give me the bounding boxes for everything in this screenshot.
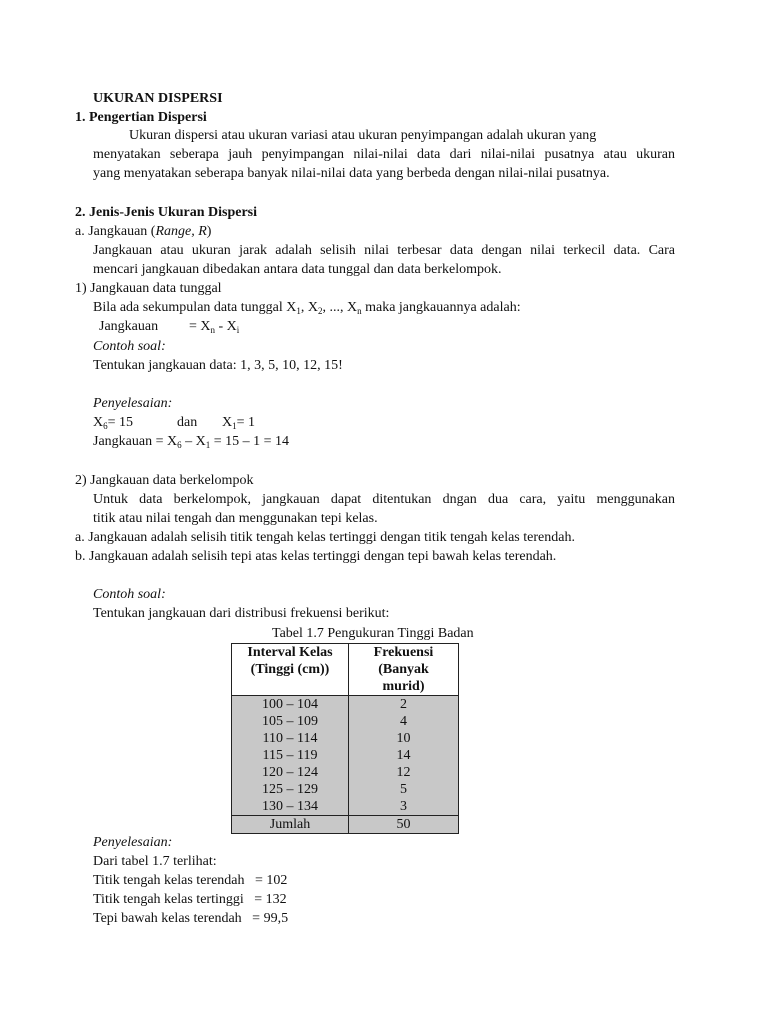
table-cell: 3 <box>400 799 407 814</box>
table-cell: 125 – 129 <box>262 782 318 797</box>
example-question-1: Tentukan jangkauan data: 1, 3, 5, 10, 12, 15! <box>93 358 343 373</box>
solution-1-line-1 <box>93 414 133 432</box>
header-text: Interval Kelas <box>247 645 333 660</box>
example-question-2: Tentukan jangkauan dari distribusi frekuensi berikut: <box>93 606 390 621</box>
frequency-table <box>231 643 459 834</box>
sol-part: Jangkauan = X <box>93 434 178 449</box>
subsection-2-item-a: a. Jangkauan adalah selisih titik tengah kelas tertinggi dengan titik tengah kelas terendah. <box>75 530 575 545</box>
solution-2-line-4: Tepi bawah kelas terendah = 99,5 <box>93 911 289 926</box>
header-text: (Tinggi (cm)) <box>250 662 330 677</box>
table-cell: 120 – 124 <box>262 765 318 780</box>
subscript: i <box>236 325 240 335</box>
subsection-2-para-line-2: titik atau nilai tengah dan menggunakan tepi kelas. <box>93 511 378 526</box>
example-label-2: Contoh soal: <box>93 587 166 602</box>
table-cell: 14 <box>396 748 411 763</box>
table-cell: 12 <box>396 765 411 780</box>
sol-part: X <box>93 415 104 430</box>
example-label-1: Contoh soal: <box>93 339 166 354</box>
table-cell: 110 – 114 <box>262 731 318 746</box>
section-2-heading: 2. Jenis-Jenis Ukuran Dispersi <box>75 205 258 220</box>
solution-1-line-2 <box>93 433 289 451</box>
section-1-para-line-3: yang menyatakan seberapa banyak nilai-nilai data yang berbeda dengan nilai-nilai pusatnya. <box>93 166 610 181</box>
solution-1-dan: dan <box>177 415 198 430</box>
table-cell: 10 <box>396 731 411 746</box>
subsection-1-intro <box>93 299 521 317</box>
total-value: 50 <box>349 816 459 834</box>
sol-part: = 15 <box>107 415 134 430</box>
table-cell: 105 – 109 <box>262 714 318 729</box>
intro-part: Bila ada sekumpulan data tunggal X <box>93 300 297 315</box>
frequency-column <box>349 696 459 816</box>
subsection-2-item-b: b. Jangkauan adalah selisih tepi atas kelas tertinggi dengan tepi bawah kelas terendah. <box>75 549 557 564</box>
section-1-para-line-1: Ukuran dispersi atau ukuran variasi atau ukuran penyimpangan adalah ukuran yang <box>129 128 597 143</box>
sol-part: X <box>222 415 233 430</box>
formula-part: = X <box>189 319 211 334</box>
header-text: (Banyak <box>378 662 429 677</box>
subscript: n <box>357 306 362 316</box>
formula-expression <box>189 318 239 336</box>
subsection-1-heading: 1) Jangkauan data tunggal <box>75 281 222 296</box>
table-body-row <box>232 696 459 816</box>
item-a-italic: Range, R <box>155 224 207 239</box>
table-total-row <box>232 816 459 834</box>
solution-label-2: Penyelesaian: <box>93 835 173 850</box>
item-a-suffix: ) <box>206 224 212 239</box>
subsection-2-heading: 2) Jangkauan data berkelompok <box>75 473 254 488</box>
sol-part: = 1 <box>236 415 256 430</box>
section-1-heading: 1. Pengertian Dispersi <box>75 110 207 125</box>
table-header-row <box>232 644 459 696</box>
formula-part: - X <box>215 319 237 334</box>
solution-2-line-1: Dari tabel 1.7 terlihat: <box>93 854 217 869</box>
subscript: 1 <box>296 306 301 316</box>
table-cell: 5 <box>400 782 407 797</box>
sol-part: – X <box>181 434 206 449</box>
interval-column <box>232 696 349 816</box>
total-label: Jumlah <box>232 816 349 834</box>
intro-part: , X <box>300 300 318 315</box>
table-caption: Tabel 1.7 Pengukuran Tinggi Badan <box>272 626 474 641</box>
header-text: Frekuensi <box>373 645 434 660</box>
solution-2-line-2: Titik tengah kelas terendah = 102 <box>93 873 288 888</box>
table-cell: 2 <box>400 697 407 712</box>
solution-1-x1 <box>222 414 255 432</box>
sol-part: = 15 – 1 = 14 <box>210 434 290 449</box>
section-2-a-para-line-1: Jangkauan atau ukuran jarak adalah selisih nilai terbesar data dengan nilai terkecil data. Cara <box>93 243 675 258</box>
section-1-para-line-2: menyatakan seberapa jauh penyimpangan nilai-nilai data dari nilai-nilai pusatnya atau ukuran <box>93 147 675 162</box>
subscript: 1 <box>232 421 237 431</box>
intro-part: , ..., X <box>322 300 358 315</box>
table-cell: 115 – 119 <box>262 748 318 763</box>
header-frequency <box>349 644 459 696</box>
section-2-a-para-line-2: mencari jangkauan dibedakan antara data tunggal dan data berkelompok. <box>93 262 502 277</box>
subsection-2-para-line-1: Untuk data berkelompok, jangkauan dapat ditentukan dngan dua cara, yaitu menggunakan <box>93 492 675 507</box>
subscript: 6 <box>177 440 182 450</box>
formula-label: Jangkauan <box>99 319 159 334</box>
subscript: 6 <box>103 421 108 431</box>
section-2-item-a-heading <box>75 223 211 241</box>
header-text: murid) <box>382 679 425 694</box>
table-cell: 100 – 104 <box>262 697 318 712</box>
subscript: n <box>210 325 216 335</box>
solution-label-1: Penyelesaian: <box>93 396 173 411</box>
subscript: 2 <box>317 306 323 316</box>
item-a-prefix: a. Jangkauan ( <box>75 224 156 239</box>
table-cell: 130 – 134 <box>262 799 318 814</box>
table-cell: 4 <box>400 714 407 729</box>
intro-part: maka jangkauannya adalah: <box>361 300 521 315</box>
header-interval <box>232 644 349 696</box>
solution-2-line-3: Titik tengah kelas tertinggi = 132 <box>93 892 287 907</box>
document-title: UKURAN DISPERSI <box>93 91 223 106</box>
subscript: 1 <box>205 440 211 450</box>
